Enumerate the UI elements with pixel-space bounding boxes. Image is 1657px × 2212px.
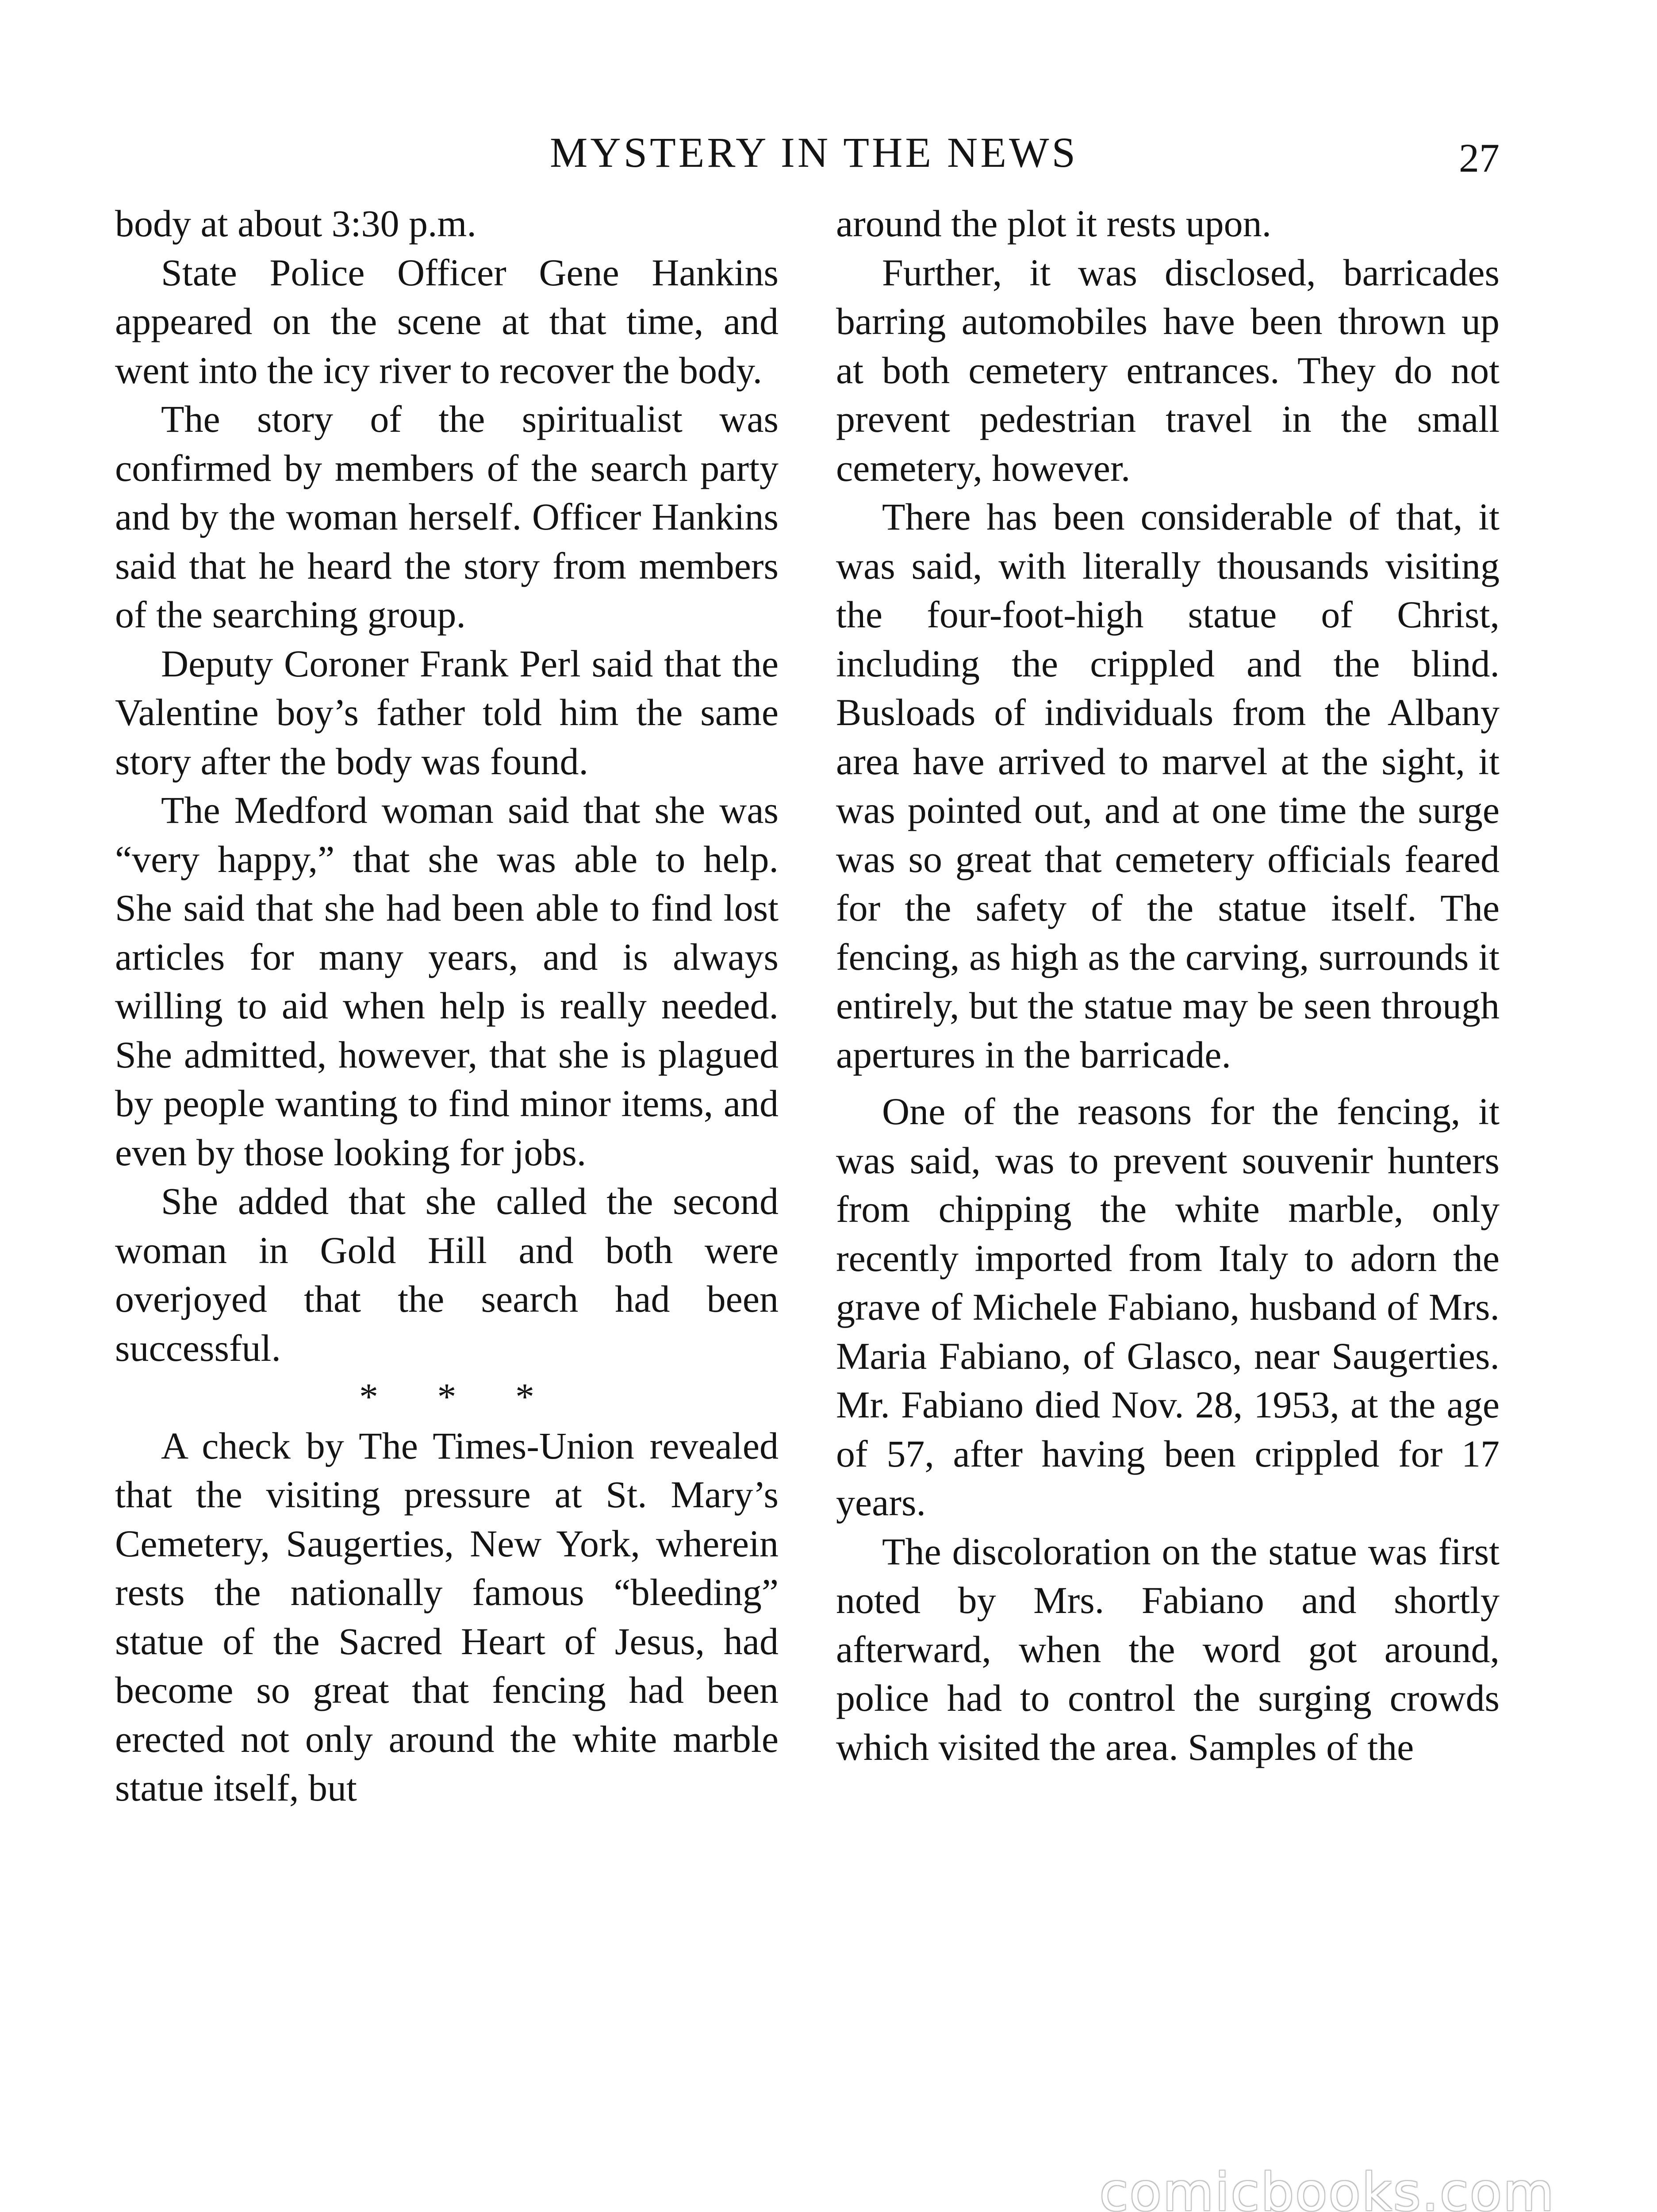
paragraph: The discoloration on the statue was first noted by Mrs. Fabiano and shortly afterward, when the word got around, police had to control the surging crowds which visited the area. Samples of the [836,1530,1500,1768]
paragraph: There has been considerable of that, it was said, with literally thousands visiting the four-foot-high statue of Christ, including the crippled and the blind. Busloads of individuals from the Albany area have arrived to marvel at the sight, it was pointed out, and at one time the surge was so great that cemetery officials feared for the safety of the statue itself. The fencing, as high as the carving, surrounds it entirely, but the statue may be seen through apertures in the barricade. [836,495,1500,1076]
paragraph: The story of the spiritualist was confirmed by members of the search party and by the woman herself. Officer Hankins said that he heard the story from members of the searching group. [115,398,779,636]
left-column [115,199,779,1813]
paragraph: One of the reasons for the fencing, it was said, was to prevent souvenir hunters from chipping the white marble, only recently imported from Italy to adorn the grave of Michele Fabiano, husband of Mrs. Maria Fabiano, of Glasco, near Saugerties. Mr. Fabiano died Nov. 28, 1953, at the age of 57, after having been crippled for 17 years. [836,1090,1500,1524]
paragraph: She added that she called the second woman in Gold Hill and both were overjoyed that the search had been successful. [115,1180,779,1369]
paragraph: State Police Officer Gene Hankins appeared on the scene at that time, and went into the icy river to recover the body. [115,251,779,392]
paragraph: body at about 3:30 p.m. [115,202,476,245]
paragraph: The Medford woman said that she was “very happy,” that she was able to help. She said that she had been able to find lost articles for many years, and is always willing to aid when help is really needed. She admitted, however, that she is plagued by people wanting to find minor items, and even by those looking for jobs. [115,789,779,1174]
page-header [115,119,1513,186]
page-number: 27 [1459,135,1500,180]
section-separator: * * * [359,1375,559,1418]
paragraph: Further, it was disclosed, barricades barring automobiles have been thrown up at both cemetery entrances. They do not prevent pedestrian travel in the small cemetery, however. [836,251,1500,489]
right-column [836,199,1500,1771]
watermark: comicbooks.com [1099,2162,1555,2212]
running-title: MYSTERY IN THE NEWS [550,129,1078,176]
paragraph: Deputy Coroner Frank Perl said that the Valentine boy’s father told him the same story after the body was found. [115,642,779,783]
paragraph: A check by The Times-Union revealed that the visiting pressure at St. Mary’s Cemetery, Saugerties, New York, wherein rests the nationally famous “bleeding” statue of the Sacred Heart of Jesus, had become so great that fencing had been erected not only around the white marble statue itself, but [115,1424,779,1809]
paragraph: around the plot it rests upon. [836,202,1272,245]
